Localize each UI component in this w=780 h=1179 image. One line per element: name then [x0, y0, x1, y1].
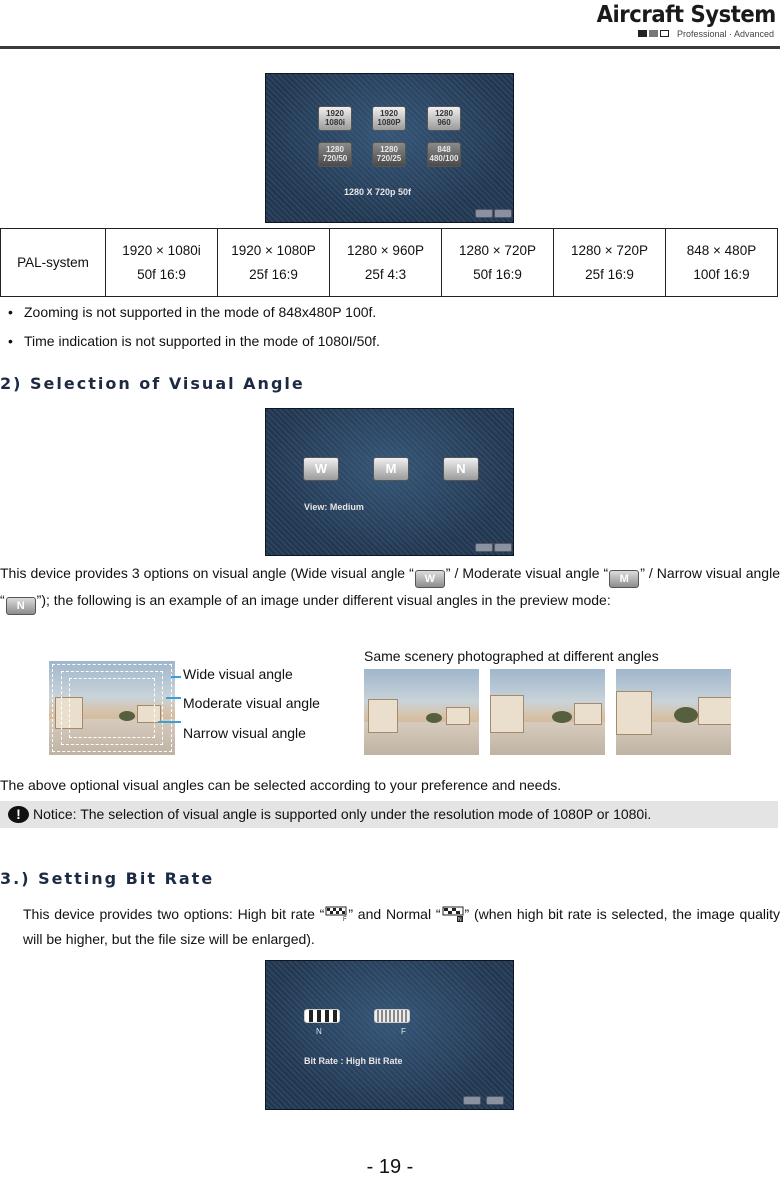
svg-text:F: F — [343, 917, 348, 922]
table-cell: 1920 × 1080P 25f 16:9 — [218, 229, 330, 297]
angle-chip-w: W — [303, 457, 339, 481]
brand-tagline-text: Professional · Advanced — [676, 29, 774, 39]
screen-button-left — [475, 543, 493, 552]
bit-rate-paragraph: This device provides two options: High bit rate “ F ” and Normal “ N ” (when high bit rate is selected, the image quality will be higher, but the file size will be enlarged). — [23, 906, 780, 947]
table-cell: 1920 × 1080i 50f 16:9 — [106, 229, 218, 297]
wide-angle-icon: W — [415, 570, 445, 588]
brand-logo-text: Aircraft System — [596, 2, 776, 28]
brand-tagline — [638, 29, 774, 39]
angle-frames-photo — [49, 661, 175, 755]
table-row — [1, 229, 778, 297]
screen-button-right — [486, 1096, 504, 1105]
table-row-label: PAL-system — [1, 229, 106, 297]
visual-angle-paragraph: This device provides 3 options on visual angle (Wide visual angle “ W ” / Moderate visual angle “ M ” / Narrow visual angle “ N ”); the following is an example of an image under different visual angles in the preview mode: — [0, 561, 780, 615]
svg-text:N: N — [457, 917, 462, 922]
visual-angle-closing-text: The above optional visual angles can be selected according to your preference and needs. — [0, 777, 562, 793]
table-cell: 1280 × 720P 25f 16:9 — [554, 229, 666, 297]
bit-rate-menu-screenshot — [265, 960, 514, 1110]
header-rule — [0, 46, 780, 49]
table-cell: 1280 × 960P 25f 4:3 — [330, 229, 442, 297]
table-cell: 1280 × 720P 50f 16:9 — [442, 229, 554, 297]
angle-status-text: View: Medium — [304, 502, 364, 512]
normal-bit-rate-icon — [442, 905, 464, 921]
resolution-status-text: 1280 X 720p 50f — [344, 187, 412, 197]
screen-button-right — [494, 543, 512, 552]
resolution-table — [0, 228, 778, 297]
narrow-angle-label: Narrow visual angle — [183, 725, 306, 741]
bit-rate-chip-high — [374, 1009, 410, 1023]
angle-chip-m: M — [373, 457, 409, 481]
bit-rate-chip-label-n: N — [316, 1027, 322, 1036]
resolution-chip-1280-720-25: 1280 720/25 — [372, 142, 406, 167]
moderate-angle-icon: M — [609, 570, 639, 588]
screen-button-left — [463, 1096, 481, 1105]
resolution-chip-1920-1080p: 1920 1080P — [372, 106, 406, 131]
visual-angle-menu-screenshot — [265, 408, 514, 556]
brand-squares-icon — [638, 29, 671, 39]
moderate-pointer — [166, 697, 181, 699]
resolution-chip-848-480: 848 480/100 — [427, 142, 461, 167]
wide-pointer — [171, 676, 181, 678]
wide-angle-label: Wide visual angle — [183, 666, 293, 682]
section-heading-visual-angle: 2) Selection of Visual Angle — [0, 374, 305, 393]
notice-text: Notice: The selection of visual angle is supported only under the resolution mode of 1080P or 1080i. — [33, 806, 652, 822]
resolution-chip-1280-960: 1280 960 — [427, 106, 461, 131]
narrow-angle-icon: N — [6, 597, 36, 615]
screen-button-right — [494, 209, 512, 218]
section-heading-bit-rate: 3.) Setting Bit Rate — [0, 869, 215, 888]
page-number: - 19 - — [366, 1156, 414, 1178]
angle-chip-n: N — [443, 457, 479, 481]
bit-rate-status-text: Bit Rate : High Bit Rate — [304, 1056, 403, 1066]
narrow-angle-photo — [616, 669, 731, 755]
resolution-menu-screenshot — [265, 73, 514, 223]
narrow-pointer — [158, 721, 181, 723]
photos-caption: Same scenery photographed at different angles — [364, 648, 659, 664]
table-cell: 848 × 480P 100f 16:9 — [666, 229, 778, 297]
resolution-chip-1920-1080i: 1920 1080i — [318, 106, 352, 131]
moderate-angle-label: Moderate visual angle — [183, 695, 320, 711]
moderate-angle-photo — [490, 669, 605, 755]
bit-rate-chip-label-f: F — [401, 1027, 406, 1036]
bullet-item: • Zooming is not supported in the mode of 848x480P 100f. — [8, 304, 377, 320]
exclamation-icon: ! — [8, 806, 29, 823]
resolution-chip-1280-720-50: 1280 720/50 — [318, 142, 352, 167]
wide-angle-photo — [364, 669, 479, 755]
high-bit-rate-icon — [325, 905, 347, 921]
screen-button-left — [475, 209, 493, 218]
bullet-item: • Time indication is not supported in the mode of 1080I/50f. — [8, 333, 380, 349]
bit-rate-chip-normal — [304, 1009, 340, 1023]
narrow-frame — [69, 678, 155, 738]
